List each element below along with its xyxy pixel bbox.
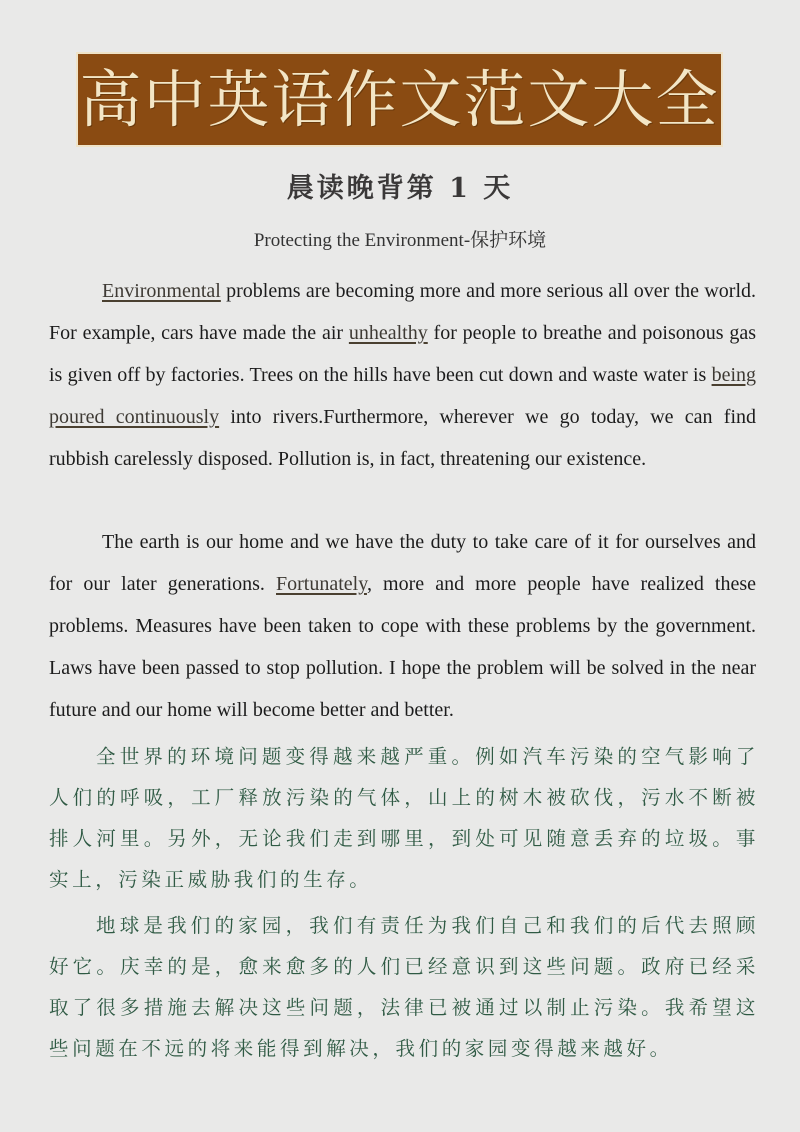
chinese-paragraph-2: 地球是我们的家园，我们有责任为我们自己和我们的后代去照顾好它。庆幸的是，愈来愈多的人们已经意识到这些问题。政府已经采取了很多措施去解决这些问题，法律已被通过以制止污染。我希望这些问题在不远的将来能得到解决，我们的家园变得越来越好。: [49, 914, 759, 1060]
chinese-paragraph-1: 全世界的环境问题变得越来越严重。例如汽车污染的空气影响了人们的呼吸，工厂释放污染的气体，山上的树木被砍伐，污水不断被排人河里。另外，无论我们走到哪里，到处可见随意丢弃的垃圾。事实上，污染正威胁我们的生存。: [49, 745, 759, 891]
essay-title: Protecting the Environment-保护环境: [253, 230, 547, 251]
english-paragraph-1: [49, 270, 756, 480]
english-paragraph-2: [49, 521, 756, 731]
title-banner: [78, 54, 721, 145]
vocab-highlight: Fortunately: [276, 573, 367, 595]
day-subtitle: 晨读晚背第 1 天: [286, 173, 514, 204]
vocab-highlight: unhealthy: [348, 322, 428, 344]
text-segment: for people to breathe and poisonous gas is given off by factories. Trees on the hills have been cut down and waste water is: [49, 322, 756, 386]
text-segment: , more and more people have realized these problems. Measures have been taken to cope with these problems by the government. Laws have been passed to stop pollution. I hope the problem will be solved in the near future and our home will become better and better.: [49, 573, 756, 721]
page-title: 高中英语作文范文大全: [79, 62, 720, 136]
text-segment: into rivers.Furthermore, wherever we go today, we can find rubbish carelessly disposed. Pollution is, in fact, threatening our existence.: [49, 406, 756, 470]
text-segment: The earth is our home and we have the duty to take care of it for ourselves and for our later generations.: [49, 531, 756, 595]
text-segment: problems are becoming more and more serious all over the world. For example, cars have made the air: [49, 280, 756, 344]
vocab-highlight: Environmental: [102, 280, 221, 302]
vocab-highlight: being poured continuously: [49, 364, 756, 428]
